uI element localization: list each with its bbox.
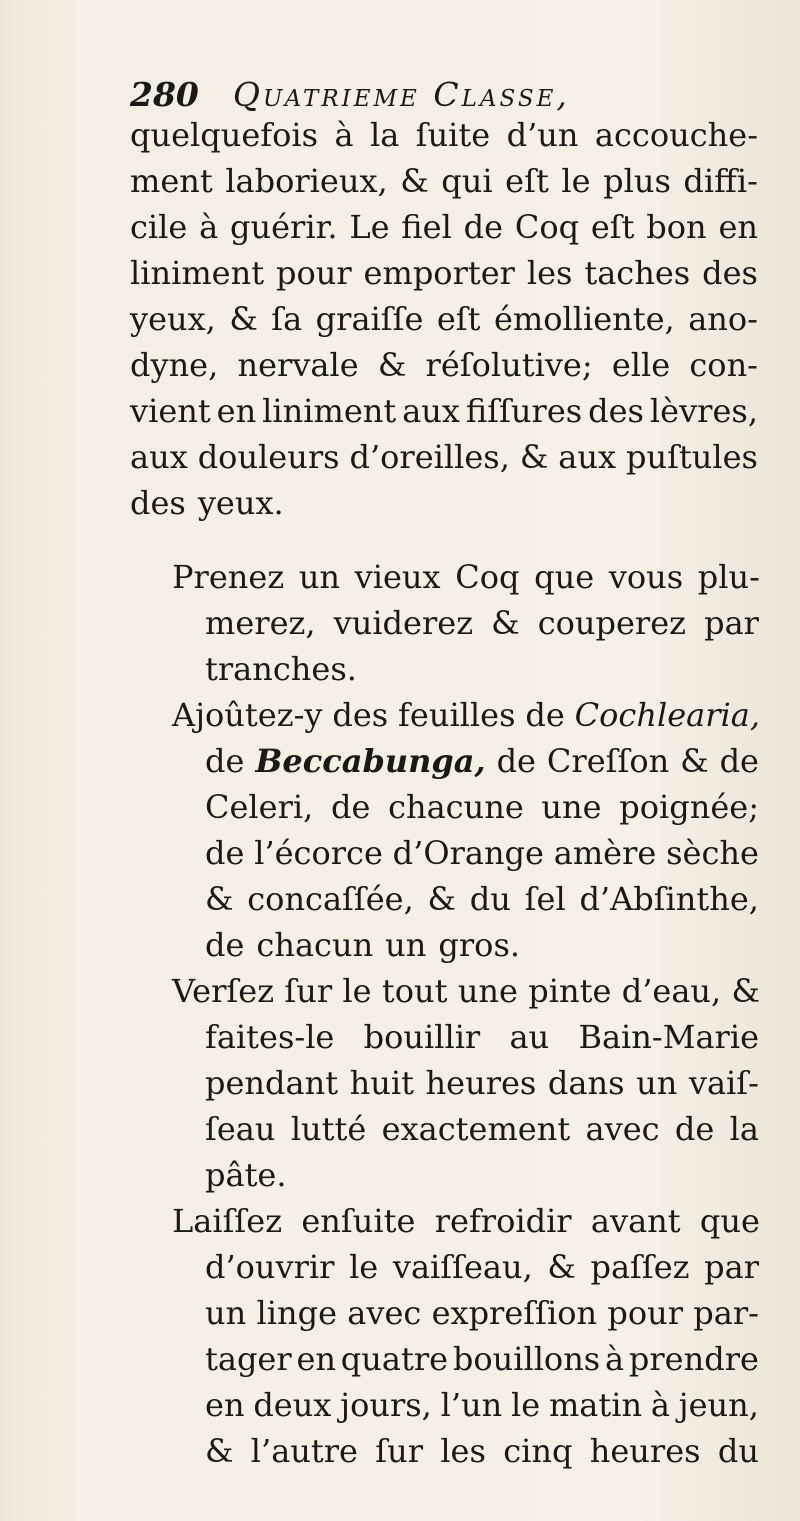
text-line: Verſez ſur le tout une pinte d’eau, & [172,972,760,1010]
text-line: un linge avec expreſſion pour par- [205,1294,759,1332]
text-line: faites-le bouillir au Bain-Marie [205,1018,759,1056]
text-line: des yeux. [130,484,284,522]
text-line: ment laborieux, & qui eſt le plus diffi- [130,162,758,200]
text-line: dyne, nervale & réſolutive; elle con- [130,346,758,384]
text-line: Laiſſez enſuite refroidir avant que [172,1202,760,1240]
text-line: cile à guérir. Le fiel de Coq eſt bon en [130,208,758,246]
text-line: d’ouvrir le vaiſſeau, & paſſez par [205,1248,759,1286]
text-line: Ajoûtez-y des feuilles de Cochlearia, [172,696,760,734]
text-line: aux douleurs d’oreilles, & aux puſtules [130,438,758,476]
text-line: en deux jours, l’un le matin à jeun, [205,1386,759,1424]
text-line: liniment pour emporter les taches des [130,254,758,292]
text-line: merez, vuiderez & couperez par [205,604,759,642]
text-line: yeux, & ſa graiſſe eſt émolliente, ano- [130,300,758,338]
text-line: & l’autre ſur les cinq heures du [205,1432,759,1470]
text-line: quelquefois à la ſuite d’un accouche- [130,116,758,154]
text-line: vient en liniment aux fiſſures des lèvres, [130,392,758,430]
text-line: & concaſſée, & du ſel d’Abſinthe, [205,880,759,918]
text-line: tager en quatre bouillons à prendre [205,1340,759,1378]
text-line: Prenez un vieux Coq que vous plu- [172,558,760,596]
text-line: tranches. [205,650,357,688]
text-line: de l’écorce d’Orange amère sèche [205,834,759,872]
text-line: de chacun un gros. [205,926,521,964]
page-number: 280 [130,75,199,114]
text-line: de Beccabunga, de Creſſon & de [205,742,759,780]
text-line: ſeau lutté exactement avec de la [205,1110,759,1148]
text-line: pendant huit heures dans un vaiſ- [205,1064,759,1102]
running-head: Quatrieme Classe, [232,75,570,114]
text-line: pâte. [205,1156,287,1194]
text-line: Celeri, de chacune une poignée; [205,788,759,826]
